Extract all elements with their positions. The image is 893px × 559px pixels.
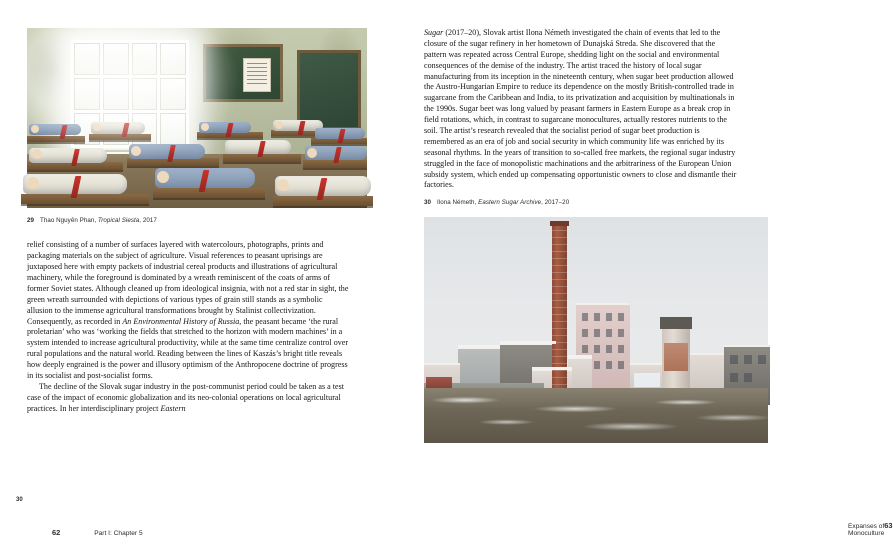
page-number-62: 62 [52,528,61,537]
figure-refinery-photograph [424,217,768,443]
para1-part2: , the peasant became ‘the rural proletarian’ who was ‘working the fields that stretched to the horizon with modern machines’ in a system intended to increase agricultural productivity, while at the same time centralize control over rural populations and the natural world. Reading between the lines of Kaszás’s bright title reveals how deeply engrained is the power and illusory optimism of the Anthropocene doctrine of progress in its socialist and post-socialist forms. [27,316,349,380]
paragraph-2 [27,382,349,415]
classroom-desks-and-pupils [27,28,367,208]
page-number-63: 63 [884,521,893,530]
caption-number: 29 [27,217,35,224]
paragraph-sugar-rest: (2017–20), Slovak artist Ilona Németh investigated the chain of events that led to the closure of the sugar refinery in her hometown of Dunajská Streda. She discovered that the pattern was repeated across Central Europe, shedding light on the social and environmental consequences of the demise of the industry. The artist traced the history of local sugar manufacturing from its inception in the nineteenth century, when sugar beet production allowed the Austro-Hungarian Empire to reduce its dependence on the mostly British-controlled trade in sugarcane from the Caribbean and India, to its privatization and acquisition by multinationals in the 1990s. Sugar beet was long valued by peasant farmers in Eastern Europe as a break crop in field rotations, which, in contrast to sugarcane monocultures, actually restores nutrients to the soil. The artist’s research revealed that the socialist period of sugar beet production is remembered as an era of job and social security in which community life was enriched by its seasonal rhythms. In the years of transition to so-called free markets, the regional sugar industry struggled in the face of monopolistic machinations and the arbitrariness of the European Union subsidy system, which ended up compensating opportunistic owners to close and dismantle their factories. [424,28,737,190]
figure-classroom-painting [27,28,367,208]
caption-title: Tropical Siesta [97,217,140,224]
right-page [400,0,893,559]
left-running-foot [52,528,143,537]
caption-credit: Thao Nguyên Phan, [40,217,97,224]
paragraph-1 [27,240,349,382]
caption-credit: Ilona Németh, [437,199,477,207]
caption-date: , 2017 [139,217,157,224]
para1-part1: relief consisting of a number of surfaces layered with watercolours, photographs, prints and packaging materials on the subject of agriculture. Visual references to peasant uprisings are juxtaposed here with empty packets of industrial cereal products and illustrations of agricultural machinery, while the foreground is dominated by a wreath reminiscent of the coats of arms of former Soviet states. Although cleaned up from ideological insignia, with not a red star in sight, the green wreath surrounded with depictions of various types of grain still stands as a symbolic allusion to the immense agricultural transformations brought by Stalinist collectivization. Consequently, as recorded in [27,240,349,326]
caption-title: Eastern Sugar Archive [478,199,542,207]
figure-caption-29 [27,216,366,225]
tower-roof [660,317,692,329]
snow-patches [424,388,768,442]
chimney-cap [550,221,569,226]
caption-date: , 2017–20 [541,199,570,207]
book-title-italic: An Environmental History of Russia [122,316,240,326]
chapter-label: Part I: Chapter 5 [94,530,143,537]
figure-caption-30 [424,198,768,207]
right-column-body-text [424,28,739,191]
brick-chimney [552,223,567,401]
left-page [0,0,400,559]
project-title-sugar-italic: Sugar [424,28,444,37]
section-label: Expanses of Monoculture [848,523,885,537]
tower-brick-band [664,343,688,371]
left-column-body-text [27,240,349,414]
caption-number: 30 [424,199,432,207]
project-title-italic: Eastern [160,403,186,413]
para2-part1: The decline of the Slovak sugar industry in the post-communist period could be taken as a test case of the impact of economic globalization and its neo-colonial operations on local agricultural practices. In her interdisciplinary project [27,381,344,413]
margin-note-30: 30 [16,497,23,503]
paragraph-sugar [424,28,739,191]
